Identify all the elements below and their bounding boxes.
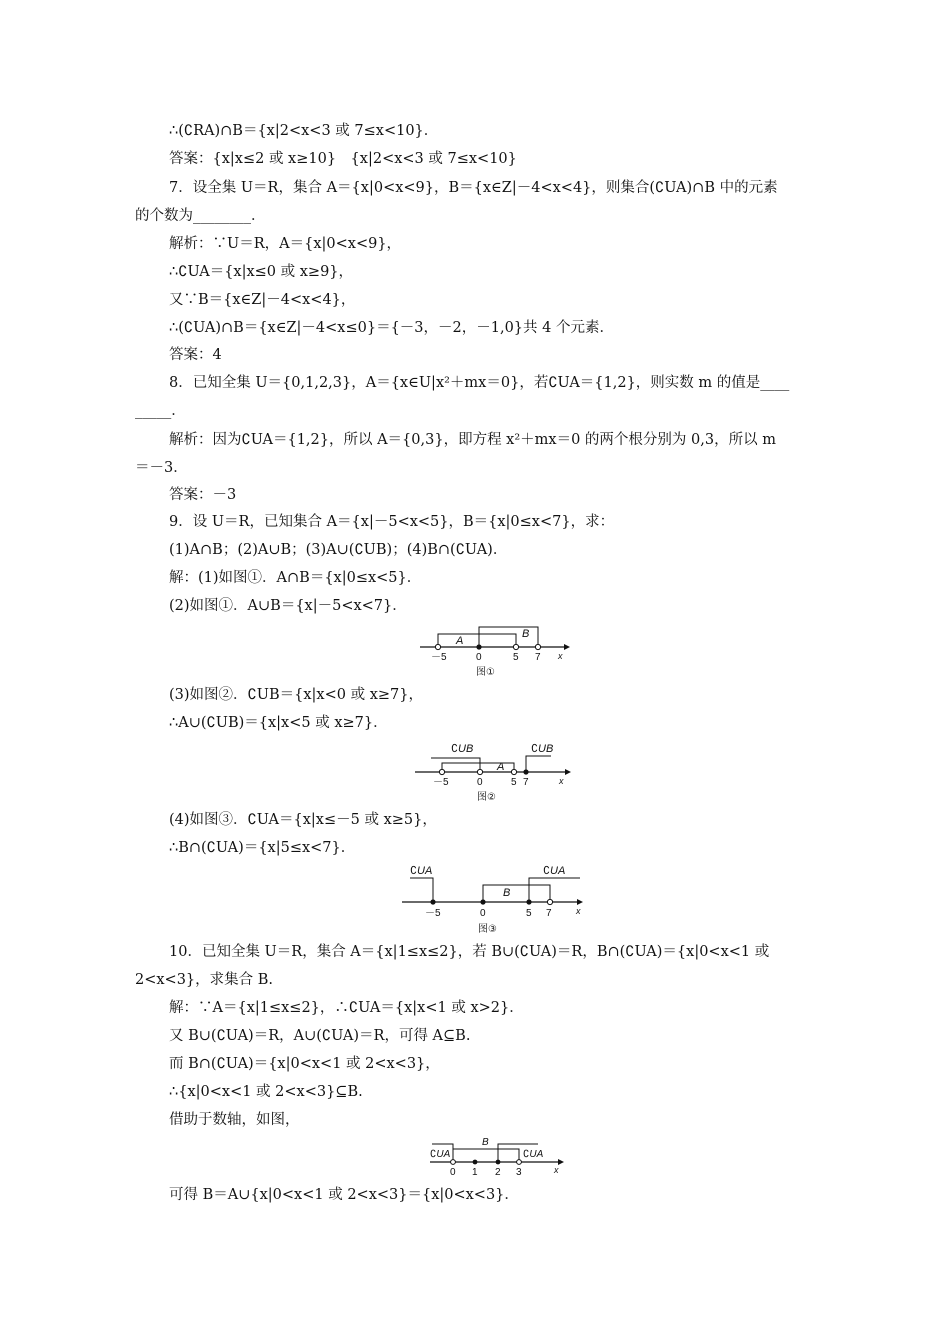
text-line: 借助于数轴，如图， — [169, 1112, 300, 1128]
tick-label: 5 — [526, 908, 532, 919]
set-b-bracket — [453, 1149, 519, 1162]
tick-label: 3 — [516, 1167, 522, 1178]
set-b-label: B — [503, 887, 511, 899]
tick-label: 0 — [450, 1167, 456, 1178]
open-point — [451, 1160, 456, 1165]
axis-label: x — [554, 1165, 559, 1175]
complement-a-label: ∁UA — [410, 865, 433, 877]
text-line: 解析：因为∁UA＝{1,2}，所以 A＝{0,3}，即方程 x²＋mx＝0 的两个根分别为 0,3，所以 m — [169, 432, 776, 448]
axis-label: x — [576, 906, 581, 916]
complement-a-left-bracket — [410, 878, 433, 902]
text-line: 而 B∩(∁UA)＝{x|0<x<1 或 2<x<3}， — [169, 1056, 440, 1072]
complement-a-label: ∁UA — [523, 1149, 544, 1160]
tick-label: 0 — [477, 777, 483, 788]
open-point — [477, 769, 482, 774]
text-line: 7．设全集 U＝R，集合 A＝{x|0<x<9}，B＝{x∈Z|－4<x<4}，则集合(∁UA)∩B 中的元素 — [169, 180, 778, 196]
text-line: _____． — [135, 403, 186, 419]
figure-caption: 图① — [476, 667, 495, 678]
text-line: ∴∁UA＝{x|x≤0 或 x≥9}， — [169, 264, 354, 280]
open-point — [513, 644, 518, 649]
number-line-figure-2 — [413, 736, 573, 804]
complement-a-label: ∁UA — [543, 865, 566, 877]
text-line: 答案：－3 — [169, 487, 237, 503]
tick-label: 5 — [511, 777, 517, 788]
text-line: 解：∵A＝{x|1≤x≤2}，∴∁UA＝{x|x<1 或 x>2}． — [169, 1000, 524, 1016]
text-line: 的个数为________． — [135, 208, 266, 224]
text-line: 8．已知全集 U＝{0,1,2,3}，A＝{x∈U|x²＋mx＝0}，若∁UA＝{1,2}，则实数 m 的值是____ — [169, 375, 790, 391]
text-line: 可得 B＝A∪{x|0<x<1 或 2<x<3}＝{x|0<x<3}． — [169, 1187, 519, 1203]
axis-label: x — [559, 776, 564, 786]
complement-a-label: ∁UA — [430, 1149, 451, 1160]
complement-b-label: ∁UB — [451, 743, 474, 755]
tick-label: －5 — [431, 652, 447, 663]
text-line: (4)如图③．∁UA＝{x|x≤－5 或 x≥5}， — [169, 812, 437, 828]
text-line: 10．已知全集 U＝R，集合 A＝{x|1≤x≤2}，若 B∪(∁UA)＝R，B∩(∁UA)＝{x|0<x<1 或 — [169, 944, 770, 960]
complement-b-label: ∁UB — [531, 743, 554, 755]
tick-label: 0 — [476, 652, 482, 663]
text-line: ∴A∪(∁UB)＝{x|x<5 或 x≥7}． — [169, 715, 388, 731]
text-line: (3)如图②．∁UB＝{x|x<0 或 x≥7}， — [169, 687, 423, 703]
set-a-bracket — [438, 634, 516, 647]
text-line: 2<x<3}，求集合 B. — [135, 972, 274, 988]
open-point — [439, 769, 444, 774]
text-line: 解：(1)如图①．A∩B＝{x|0≤x<5}． — [169, 570, 422, 586]
tick-label: 7 — [546, 908, 552, 919]
closed-point — [496, 1160, 501, 1165]
closed-point — [526, 899, 531, 904]
tick-label: 0 — [480, 908, 486, 919]
complement-a-right-bracket — [529, 878, 580, 902]
axis-arrow — [577, 899, 583, 905]
set-b-bracket — [483, 885, 550, 902]
text-line: ∴(∁RA)∩B＝{x|2<x<3 或 7≤x<10}． — [169, 123, 439, 139]
open-point — [511, 769, 516, 774]
text-line: ∴{x|0<x<1 或 2<x<3}⊆B. — [169, 1084, 363, 1100]
tick-label: －5 — [433, 777, 449, 788]
open-point — [517, 1160, 522, 1165]
set-a-label: A — [456, 635, 464, 647]
number-line-figure-1 — [418, 622, 570, 678]
open-point — [547, 899, 552, 904]
complement-b-right-bracket — [526, 756, 551, 772]
text-line: 9．设 U＝R，已知集合 A＝{x|－5<x<5}，B＝{x|0≤x<7}，求： — [169, 514, 615, 530]
set-a-label: A — [497, 761, 505, 773]
text-line: ＝－3． — [135, 460, 188, 476]
figure-caption: 图② — [477, 792, 496, 803]
text-line: ∴B∩(∁UA)＝{x|5≤x<7}． — [169, 840, 356, 856]
closed-point — [480, 899, 485, 904]
tick-label: 7 — [523, 777, 529, 788]
set-b-label: B — [482, 1137, 489, 1148]
text-line: 又∵B＝{x∈Z|－4<x<4}， — [169, 292, 356, 308]
text-line: (2)如图①．A∪B＝{x|－5<x<7}． — [169, 598, 407, 614]
open-point — [535, 644, 540, 649]
open-point — [435, 644, 440, 649]
closed-point — [476, 644, 481, 649]
text-line: ∴(∁UA)∩B＝{x∈Z|－4<x≤0}＝{－3，－2，－1,0}共 4 个元素． — [169, 320, 614, 336]
closed-point — [473, 1160, 478, 1165]
tick-label: 1 — [472, 1167, 478, 1178]
text-line: 答案：4 — [169, 347, 222, 363]
complement-b-left-bracket — [431, 758, 480, 772]
text-line: (1)A∩B；(2)A∪B；(3)A∪(∁UB)；(4)B∩(∁UA)． — [169, 542, 508, 558]
number-line-figure-4 — [428, 1132, 566, 1180]
tick-label: 7 — [535, 652, 541, 663]
closed-point — [523, 769, 528, 774]
closed-point — [430, 899, 435, 904]
text-line: 解析：∵U＝R，A＝{x|0<x<9}， — [169, 236, 402, 252]
tick-label: 5 — [513, 652, 519, 663]
axis-arrow — [558, 1159, 564, 1165]
text-line: 又 B∪(∁UA)＝R，A∪(∁UA)＝R，可得 A⊆B. — [169, 1028, 471, 1044]
axis-label: x — [558, 651, 563, 661]
text-line: 答案：{x|x≤2 或 x≥10} {x|2<x<3 或 7≤x<10} — [169, 151, 517, 167]
axis-arrow — [564, 644, 570, 650]
number-line-figure-3 — [400, 860, 585, 936]
axis-arrow — [565, 769, 571, 775]
tick-label: 2 — [495, 1167, 501, 1178]
set-b-label: B — [522, 628, 530, 640]
figure-caption: 图③ — [478, 924, 497, 935]
tick-label: －5 — [425, 908, 441, 919]
